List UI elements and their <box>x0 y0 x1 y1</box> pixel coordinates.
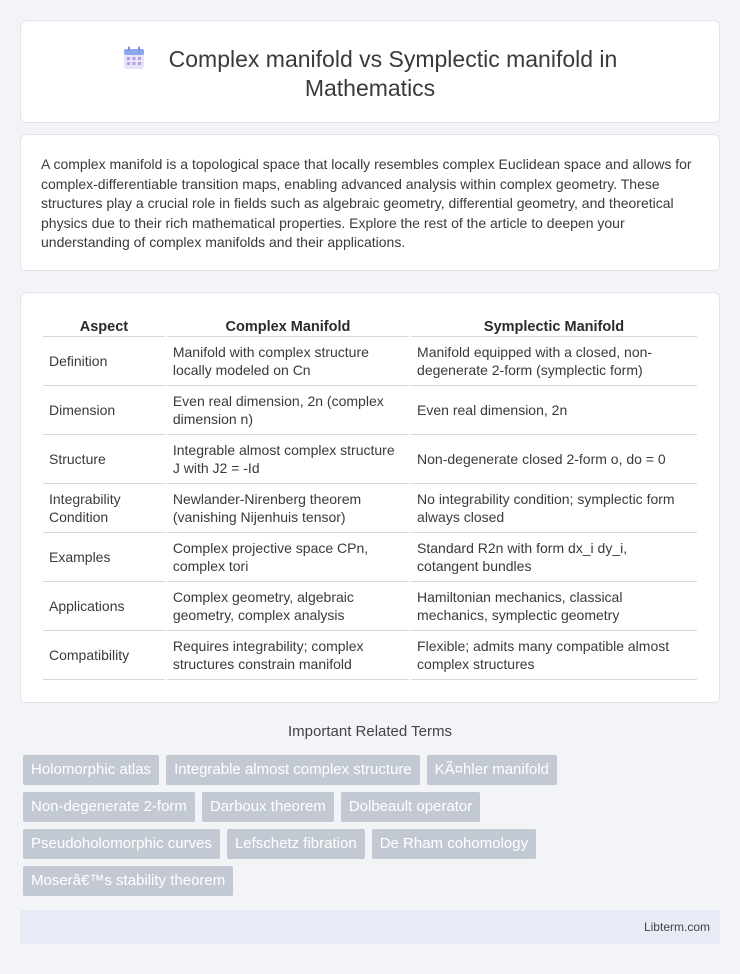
aspect-cell: Structure <box>43 435 165 484</box>
aspect-cell: Examples <box>43 533 165 582</box>
complex-cell: Requires integrability; complex structures constrain manifold <box>167 631 409 680</box>
page-title <box>21 45 719 103</box>
symplectic-cell: Manifold equipped with a closed, non-degenerate 2-form (symplectic form) <box>411 337 697 386</box>
complex-cell: Manifold with complex structure locally modeled on Cn <box>167 337 409 386</box>
term-tag[interactable]: Moserâ€™s stability theorem <box>23 866 233 896</box>
intro-paragraph: A complex manifold is a topological space that locally resembles complex Euclidean space and allows for complex-differentiable transition maps, enabling advanced analysis within complex geometry. These structures play a crucial role in fields such as algebraic geometry, differential geometry, and theoretical physics due to their rich mathematical properties. Explore the rest of the article to deepen your understanding of complex manifolds and their applications. <box>41 156 692 250</box>
aspect-cell: Integrability Condition <box>43 484 165 533</box>
term-tag[interactable]: Holomorphic atlas <box>23 755 159 785</box>
footer-site-name[interactable]: Libterm.com <box>643 920 710 934</box>
table-header-row <box>43 315 697 337</box>
related-terms-heading: Important Related Terms <box>288 723 452 740</box>
tag-row <box>23 792 723 822</box>
header-symplectic: Symplectic Manifold <box>411 315 697 337</box>
complex-cell: Newlander-Nirenberg theorem (vanishing Nijenhuis tensor) <box>167 484 409 533</box>
term-tag[interactable]: KÃ¤hler manifold <box>427 755 557 785</box>
comparison-card <box>20 292 720 703</box>
term-tag[interactable]: Pseudoholomorphic curves <box>23 829 220 859</box>
header-complex: Complex Manifold <box>167 315 409 337</box>
complex-cell: Integrable almost complex structure J with J2 = -Id <box>167 435 409 484</box>
term-tag[interactable]: Dolbeault operator <box>341 792 480 822</box>
table-row <box>43 582 697 631</box>
complex-cell: Even real dimension, 2n (complex dimension n) <box>167 386 409 435</box>
table-row <box>43 631 697 680</box>
complex-cell: Complex geometry, algebraic geometry, complex analysis <box>167 582 409 631</box>
comparison-table <box>41 315 699 680</box>
table-row <box>43 484 697 533</box>
aspect-cell: Definition <box>43 337 165 386</box>
footer <box>20 910 720 944</box>
term-tag[interactable]: Integrable almost complex structure <box>166 755 420 785</box>
symplectic-cell: Hamiltonian mechanics, classical mechanics, symplectic geometry <box>411 582 697 631</box>
term-tag[interactable]: Darboux theorem <box>202 792 334 822</box>
aspect-cell: Dimension <box>43 386 165 435</box>
aspect-cell: Compatibility <box>43 631 165 680</box>
header-card <box>20 20 720 123</box>
term-tag[interactable]: Non-degenerate 2-form <box>23 792 195 822</box>
intro-card <box>20 134 720 271</box>
symplectic-cell: No integrability condition; symplectic form always closed <box>411 484 697 533</box>
calendar-icon <box>123 46 145 70</box>
title-line-2: Mathematics <box>304 75 436 101</box>
tag-row <box>23 866 723 896</box>
header-aspect: Aspect <box>43 315 165 337</box>
symplectic-cell: Flexible; admits many compatible almost complex structures <box>411 631 697 680</box>
table-row <box>43 337 697 386</box>
aspect-cell: Applications <box>43 582 165 631</box>
term-tag[interactable]: De Rham cohomology <box>372 829 536 859</box>
title-line-1: Complex manifold vs Symplectic manifold in <box>168 46 618 72</box>
tag-row <box>23 755 723 785</box>
table-row <box>43 533 697 582</box>
symplectic-cell: Even real dimension, 2n <box>411 386 697 435</box>
term-tag[interactable]: Lefschetz fibration <box>227 829 365 859</box>
table-row <box>43 435 697 484</box>
symplectic-cell: Standard R2n with form dx_i dy_i, cotangent bundles <box>411 533 697 582</box>
symplectic-cell: Non-degenerate closed 2-form o, do = 0 <box>411 435 697 484</box>
table-row <box>43 386 697 435</box>
complex-cell: Complex projective space CPn, complex tori <box>167 533 409 582</box>
tag-row <box>23 829 723 859</box>
related-terms-list <box>23 755 723 903</box>
